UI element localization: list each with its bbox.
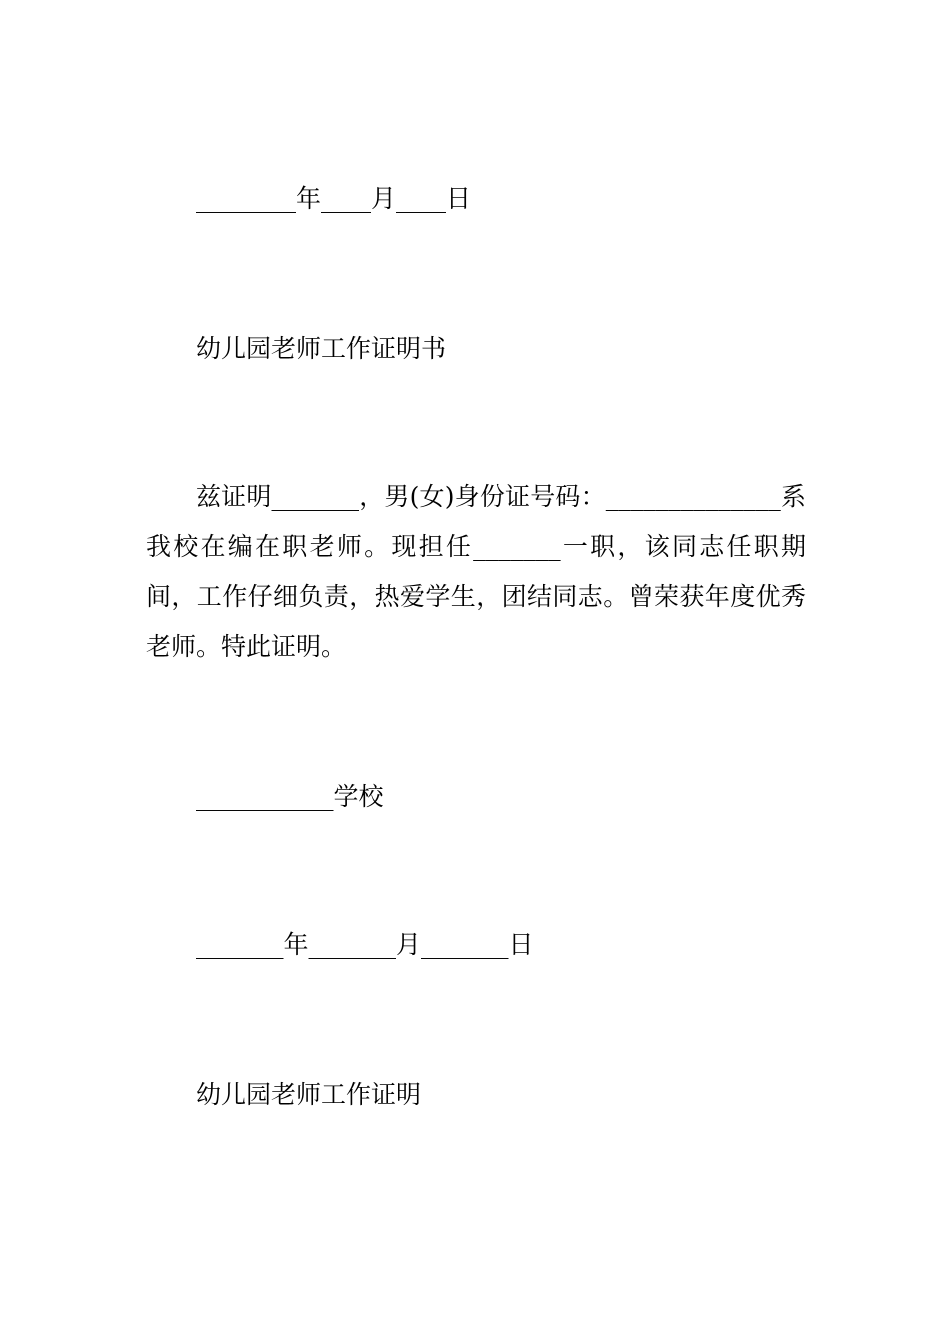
certificate-body — [146, 472, 806, 672]
school-signature-line: ___________学校 — [196, 782, 384, 811]
date-line-bottom: _______年_______月_______日 — [196, 930, 534, 959]
certificate-title: 幼儿园老师工作证明书 — [196, 334, 447, 363]
second-certificate-title: 幼儿园老师工作证明 — [196, 1080, 422, 1109]
date-line-top: ________年____月____日 — [196, 184, 472, 213]
body-paragraph: 兹证明_______，男(女)身份证号码：______________系我校在编在职老师。现担任_______一职，该同志任职期间，工作仔细负责，热爱学生，团结同志。曾荣获年度优秀老师。特此证明。 — [146, 482, 806, 661]
